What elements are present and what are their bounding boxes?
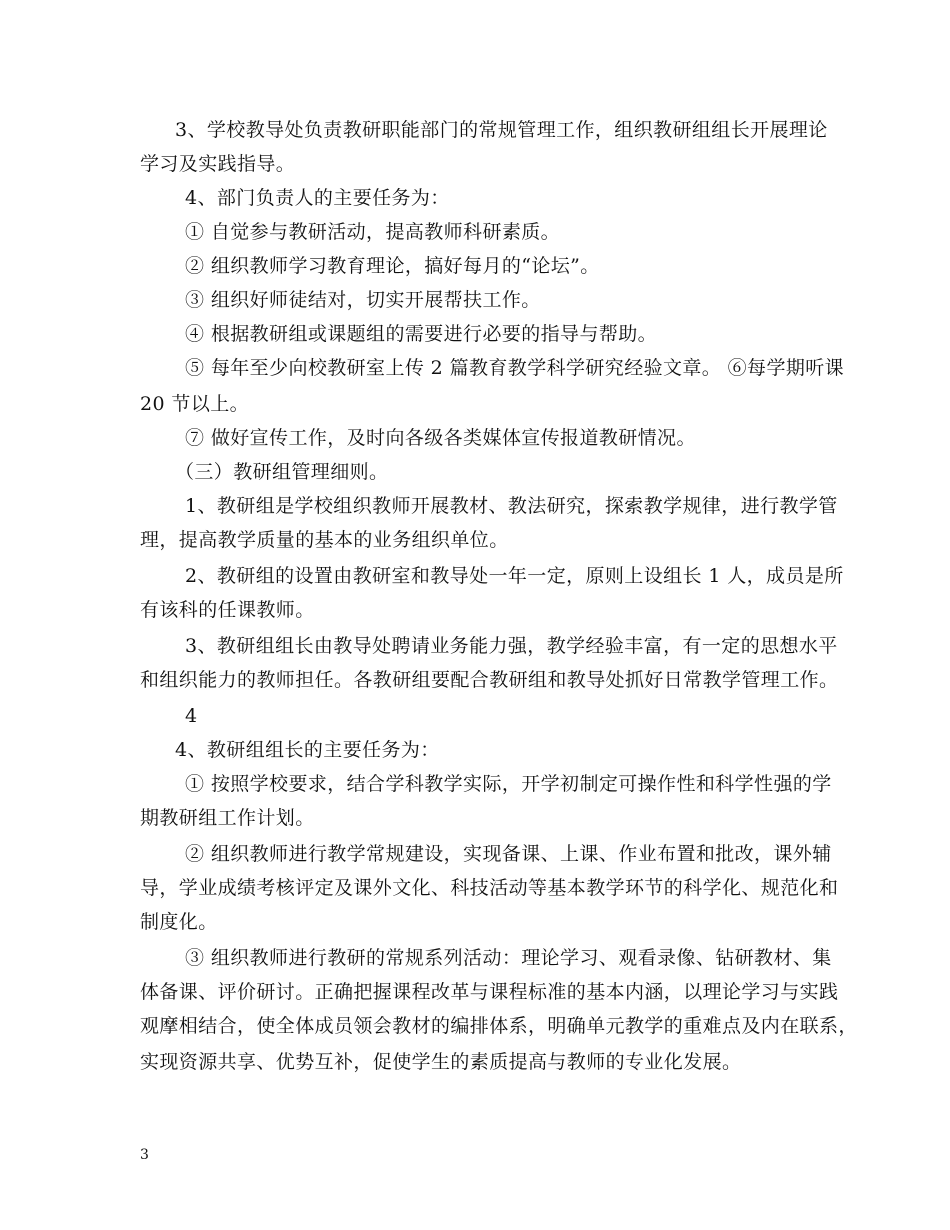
text-line: 4 (185, 705, 198, 727)
list-item: ① 按照学校要求，结合学科教学实际，开学初制定可操作性和科学性强的学 (185, 773, 832, 795)
list-item: ④ 根据教研组或课题组的需要进行必要的指导与帮助。 (185, 323, 658, 345)
text-line: 1、教研组是学校组织教师开展教材、教法研究，探索教学规律，进行教学管 (185, 495, 838, 517)
text-line: 期教研组工作计划。 (140, 807, 315, 829)
list-item: ① 自觉参与教研活动，提高教师科研素质。 (185, 221, 561, 243)
list-item: ② 组织教师进行教学常规建设，实现备课、上课、作业布置和批改，课外辅 (185, 843, 832, 865)
text-line: 观摩相结合，使全体成员领会教材的编排体系，明确单元教学的重难点及内在联系， (140, 1015, 858, 1037)
text-line: 导，学业成绩考核评定及课外文化、科技活动等基本教学环节的科学化、规范化和 (140, 877, 839, 899)
list-item: ⑦ 做好宣传工作，及时向各级各类媒体宣传报道教研情况。 (185, 427, 696, 449)
text-line: 4、部门负责人的主要任务为： (185, 187, 450, 209)
text-line: 2、教研组的设置由教研室和教导处一年一定，原则上设组长 1 人，成员是所 (185, 565, 844, 587)
list-item: ② 组织教师学习教育理论，搞好每月的“论坛”。 (185, 255, 600, 277)
text-line: 理，提高教学质量的基本的业务组织单位。 (140, 529, 509, 551)
text-line: 实现资源共享、优势互补，促使学生的素质提高与教师的专业化发展。 (140, 1051, 742, 1073)
text-line: 和组织能力的教师担任。各教研组要配合教研组和教导处抓好日常教学管理工作。 (140, 669, 839, 691)
text-line: 有该科的任课教师。 (140, 599, 315, 621)
section-heading: （三）教研组管理细则。 (175, 461, 389, 483)
list-item: ⑤ 每年至少向校教研室上传 2 篇教育教学科学研究经验文章。 ⑥每学期听课 (185, 357, 845, 379)
list-item: ③ 组织好师徒结对，切实开展帮扶工作。 (185, 289, 541, 311)
text-line: 3、学校教导处负责教研职能部门的常规管理工作，组织教研组组长开展理论 (175, 119, 828, 141)
text-line: 体备课、评价研讨。正确把握课程改革与课程标准的基本内涵，以理论学习与实践 (140, 981, 839, 1003)
text-line: 3、教研组组长由教导处聘请业务能力强，教学经验丰富，有一定的思想水平 (185, 635, 838, 657)
text-line: 制度化。 (140, 911, 218, 933)
list-item: ③ 组织教师进行教研的常规系列活动：理论学习、观看录像、钻研教材、集 (185, 947, 832, 969)
page-number: 3 (140, 1147, 149, 1163)
text-line: 20 节以上。 (140, 393, 250, 415)
text-line: 学习及实践指导。 (140, 153, 296, 175)
text-line: 4、教研组组长的主要任务为： (175, 739, 440, 761)
